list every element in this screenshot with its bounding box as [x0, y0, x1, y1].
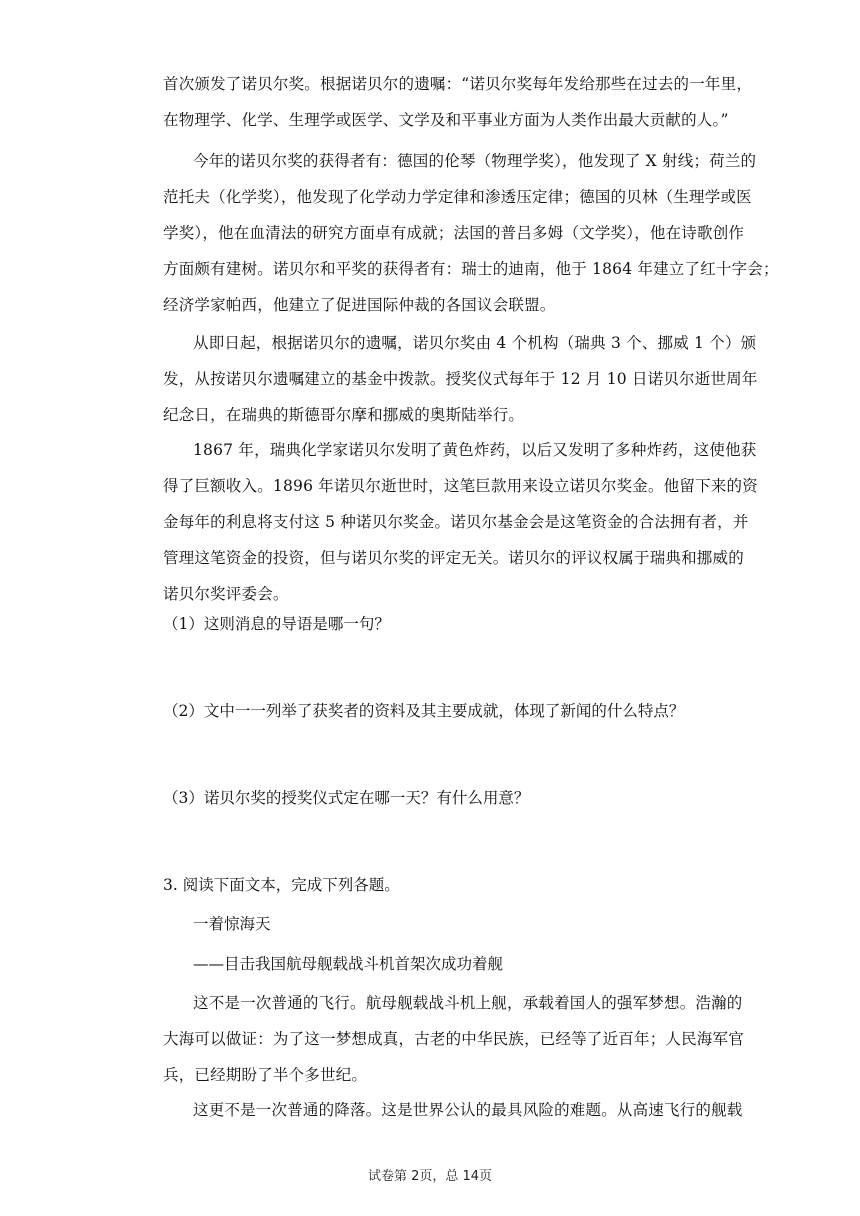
- passage-line: 经济学家帕西，他建立了促进国际仲裁的各国议会联盟。: [163, 296, 556, 314]
- question-1: （1）这则消息的导语是哪一句？: [163, 615, 390, 633]
- passage-line: 发，从按诺贝尔遗嘱建立的基金中拨款。授奖仪式每年于 12 月 10 日诺贝尔逝世周年: [163, 370, 758, 388]
- article-paragraph-2: [163, 1092, 743, 1128]
- passage-line: 这更不是一次普通的降落。这是世界公认的最具风险的难题。从高速飞行的舰载: [193, 1101, 743, 1119]
- passage-line: 学奖），他在血清法的研究方面卓有成就；法国的普吕多姆（文学奖），他在诗歌创作: [163, 224, 745, 242]
- passage-line: 今年的诺贝尔奖的获得者有：德国的伦琴（物理学奖），他发现了 X 射线；荷兰的: [193, 152, 757, 170]
- passage-line: 管理这笔资金的投资，但与诺贝尔奖的评定无关。诺贝尔的评议权属于瑞典和挪威的: [163, 549, 744, 567]
- passage-line: 在物理学、化学、生理学或医学、文学及和平事业方面为人类作出最大贡献的人。”: [163, 111, 729, 129]
- passage-winners: [163, 143, 779, 323]
- passage-line: 1867 年，瑞典化学家诺贝尔发明了黄色炸药，以后又发明了多种炸药，这使他获: [193, 441, 757, 459]
- passage-line: 诺贝尔奖评委会。: [163, 585, 289, 603]
- passage-ceremony: [163, 325, 758, 433]
- question-2: （2）文中一一列举了获奖者的资料及其主要成就，体现了新闻的什么特点？: [163, 702, 685, 720]
- passage-line: 从即日起，根据诺贝尔的遗嘱，诺贝尔奖由 4 个机构（瑞典 3 个、挪威 1 个）颁: [193, 334, 757, 352]
- article-paragraph-1: [163, 985, 744, 1093]
- passage-line: 这不是一次普通的飞行。航母舰载战斗机上舰，承载着国人的强军梦想。浩瀚的: [193, 994, 743, 1012]
- section-3-heading: 3. 阅读下面文本，完成下列各题。: [163, 876, 400, 894]
- passage-line: 纪念日，在瑞典的斯德哥尔摩和挪威的奥斯陆举行。: [163, 406, 525, 424]
- passage-intro: [163, 66, 753, 138]
- passage-line: 兵，已经期盼了半个多世纪。: [163, 1066, 368, 1084]
- passage-line: 方面颇有建树。诺贝尔和平奖的获得者有：瑞士的迪南，他于 1864 年建立了红十字会；: [163, 260, 779, 278]
- article-subtitle: ——目击我国航母舰载战斗机首架次成功着舰: [193, 955, 504, 973]
- article-title: 一着惊海天: [193, 915, 271, 933]
- passage-line: 金每年的利息将支付这 5 种诺贝尔奖金。诺贝尔基金会是这笔资金的合法拥有者，并: [163, 513, 749, 531]
- page-footer: 试卷第 2页，总 14页: [367, 1169, 493, 1184]
- passage-line: 大海可以做证：为了这一梦想成真，古老的中华民族，已经等了近百年；人民海军官: [163, 1030, 744, 1048]
- passage-history: [163, 432, 758, 612]
- passage-line: 首次颁发了诺贝尔奖。根据诺贝尔的遗嘱：“诺贝尔奖每年发给那些在过去的一年里，: [163, 75, 753, 93]
- passage-line: 范托夫（化学奖），他发现了化学动力学定律和渗透压定律；德国的贝林（生理学或医: [163, 188, 752, 206]
- passage-line: 得了巨额收入。1896 年诺贝尔逝世时，这笔巨款用来设立诺贝尔奖金。他留下来的资: [163, 477, 758, 495]
- question-3: （3）诺贝尔奖的授奖仪式定在哪一天？有什么用意？: [163, 789, 530, 807]
